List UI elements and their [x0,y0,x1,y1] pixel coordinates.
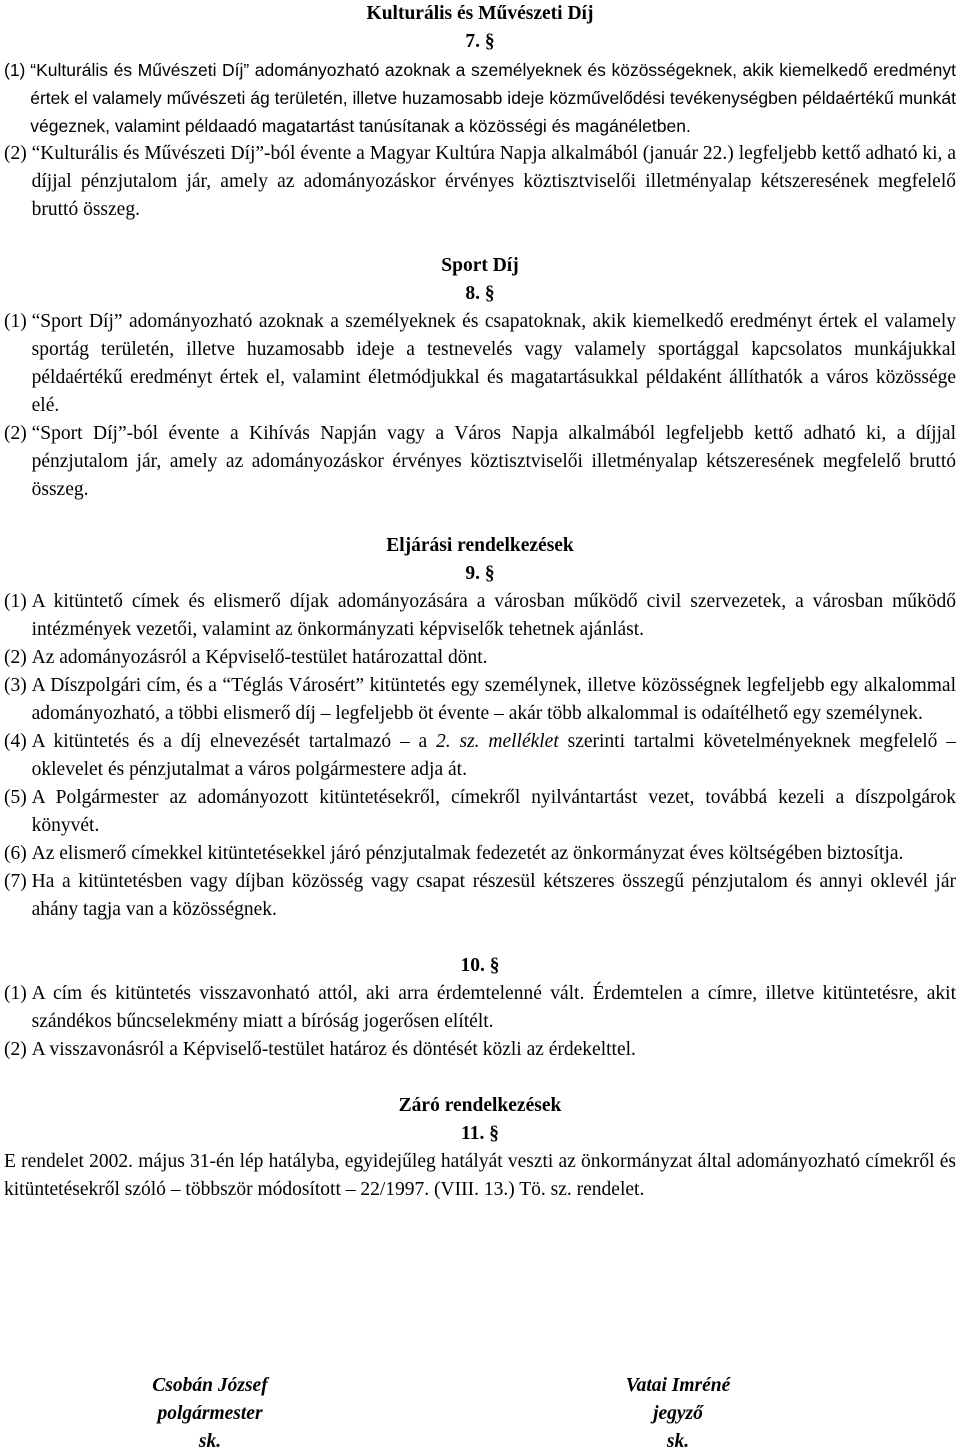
paragraph-number: (2) [4,1039,32,1060]
paragraph-text: Az adományozásról a Képviselő-testület határozattal dönt. [31,647,488,668]
section-9-paragraph-6 [4,840,956,868]
spacer [4,224,956,252]
paragraph-text-part: szerinti tartalmi követelményeknek megfelelő – oklevelet és pénzjutalmat a város polgármestere adja át. [31,731,956,780]
paragraph-text: “Sport Díj”-ból évente a Kihívás Napján vagy a Város Napja alkalmából legfeljebb kettő adható ki, a díjjal pénzjutalom jár, amely az adományozáskor érvényes köztisztviselői illetményalap kétszeresének megfelelő bruttó összeg. [31,423,956,500]
paragraph-text: A kitüntető címek és elismerő díjak adományozására a városban működő civil szervezetek, a városban működő intézmények vezetői, valamint az önkormányzati képviselők tehetnek ajánlást. [31,591,956,640]
section-8-number: 8. § [465,283,495,304]
section-11-number: 11. § [461,1123,499,1144]
section-9-paragraph-4 [4,728,956,784]
section-10-paragraph-1 [4,980,956,1036]
paragraph-number: (5) [4,787,32,808]
section-8-paragraph-2 [4,420,956,504]
signature-mark: sk. [666,1431,690,1452]
section-10-number: 10. § [460,955,500,976]
paragraph-text: A visszavonásról a Képviselő-testület határoz és döntését közli az érdekelttel. [31,1039,636,1060]
section-9-paragraph-5 [4,784,956,840]
paragraph-text: Az elismerő címekkel kitüntetésekkel járó pénzjutalmak fedezetét az önkormányzat éves költségében biztosítja. [31,843,904,864]
section-7-paragraph-1 [4,56,956,140]
section-7-number: 7. § [465,31,495,52]
paragraph-text: “Kulturális és Művészeti Díj”-ból évente a Magyar Kultúra Napja alkalmából (január 22.) legfeljebb kettő adható ki, a díjjal pénzjutalom jár, amely az adományozáskor érvényes köztisztviselői illetményalap kétszeresének megfelelő bruttó összeg. [31,143,956,220]
paragraph-text-part: A kitüntetés és a díj elnevezését tartalmazó – a [31,731,437,752]
paragraph-number: (6) [4,843,32,864]
paragraph-number: (4) [4,731,32,752]
signature-role: jegyző [653,1403,703,1424]
paragraph-number: (1) [4,983,32,1004]
section-9-number: 9. § [465,563,495,584]
paragraph-number: (2) [4,423,32,444]
signature-notary [578,1372,778,1456]
section-9-paragraph-2 [4,644,956,672]
paragraph-number: (3) [4,675,32,696]
annex-reference: 2. sz. melléklet [436,731,559,752]
section-7-title: Kulturális és Művészeti Díj [366,3,594,24]
section-10-paragraph-2 [4,1036,956,1064]
section-11-title: Záró rendelkezések [398,1095,562,1116]
section-11-text: E rendelet 2002. május 31-én lép hatályba, egyidejűleg hatályát veszti az önkormányzat által adományozható címekről és kitüntetésekről szóló – többször módosított – 22/1997. (VIII. 13.) Tö. sz. rendelet. [4,1151,956,1200]
paragraph-number: (1) [4,591,32,612]
paragraph-text: A Díszpolgári cím, és a “Téglás Városért” kitüntetés egy személynek, illetve közösségnek legfeljebb egy alkalommal adományozható, a többi elismerő díj – legfeljebb öt évente – akár több alkalommal is odaítélhető egy személynek. [31,675,956,724]
spacer [4,1064,956,1092]
section-9-title: Eljárási rendelkezések [386,535,574,556]
signature-mark: sk. [198,1431,222,1452]
signature-name: Csobán József [152,1375,268,1396]
section-8-title: Sport Díj [441,255,519,276]
section-9-paragraph-3 [4,672,956,728]
signature-name: Vatai Imréné [625,1375,731,1396]
signature-role: polgármester [157,1403,263,1424]
paragraph-text: A Polgármester az adományozott kitüntetésekről, címekről nyilvántartást vezet, továbbá kezeli a díszpolgárok könyvét. [31,787,956,836]
paragraph-number: (2) [4,647,32,668]
paragraph-number: (7) [4,871,32,892]
signature-mayor [110,1372,310,1456]
paragraph-number: (2) [4,143,32,164]
paragraph-text: “Sport Díj” adományozható azoknak a személyeknek és csapatoknak, akik kiemelkedő eredményt értek el valamely sportág területén, illetve huzamosabb ideje a testnevelés vagy valamely sportággal kapcsolatos munkájukkal példaértékű eredményt értek el, valamint életmódjukkal és magatartásukkal példaként állíthatók a város közössége elé. [31,311,956,416]
section-7-paragraph-2 [4,140,956,224]
section-9-paragraph-1 [4,588,956,644]
section-9-paragraph-7 [4,868,956,924]
paragraph-number: (1) [4,311,32,332]
spacer [4,504,956,532]
spacer [4,924,956,952]
paragraph-text: “Kulturális és Művészeti Díj” adományozható azoknak a személyeknek és közösségeknek, akik kiemelkedő eredményt értek el valamely művészeti ág területén, illetve huzamosabb ideje közművelődési tevékenységben példaértékű munkát végeznek, valamint példaadó magatartást tanúsítanak a közösségi és magánéletben. [30,60,956,136]
paragraph-text: A cím és kitüntetés visszavonható attól, aki arra érdemtelenné vált. Érdemtelen a címre, illetve kitüntetésre, akit szándékos bűncselekmény miatt a bíróság jogerősen elítélt. [31,983,956,1032]
paragraph-text: Ha a kitüntetésben vagy díjban közösség vagy csapat részesül kétszeres összegű pénzjutalom és annyi oklevél jár ahány tagja van a közösségnek. [31,871,956,920]
paragraph-number: (1) [4,60,31,80]
section-8-paragraph-1 [4,308,956,420]
paragraph-text [32,728,956,784]
